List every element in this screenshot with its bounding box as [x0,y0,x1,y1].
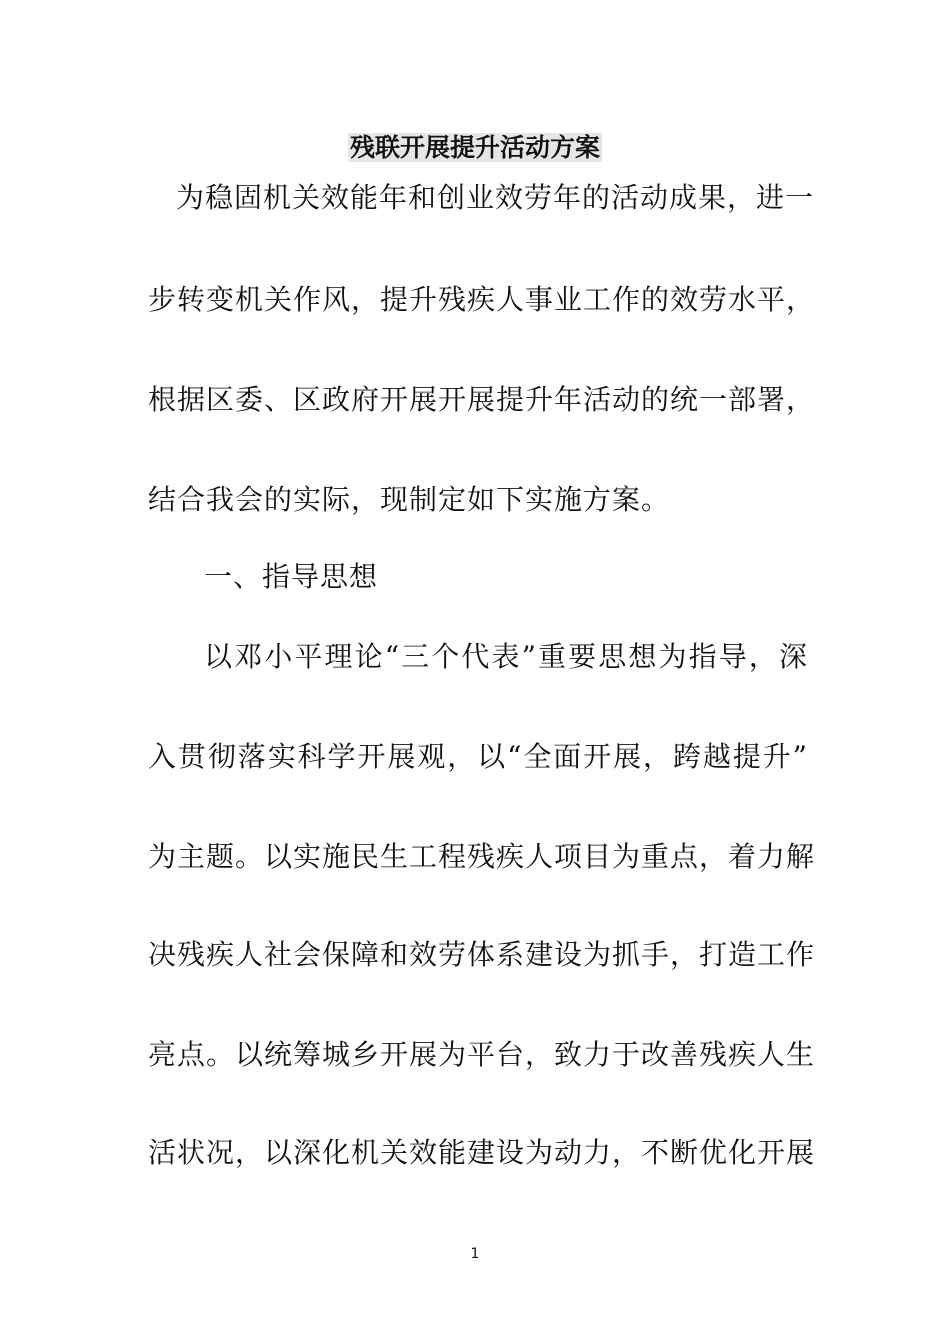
paragraph-line: 以邓小平理论“三个代表”重要思想为指导，深 [204,640,808,673]
paragraph-line: 为主题。以实施民生工程残疾人项目为重点，着力解 [148,840,816,873]
paragraph-line: 结合我会的实际，现制定如下实施方案。 [148,483,671,516]
section-heading: 一、指导思想 [204,560,379,593]
paragraph-line: 为稳固机关效能年和创业效劳年的活动成果，进一 [176,181,815,214]
paragraph-line: 决残疾人社会保障和效劳体系建设为抓手，打造工作 [148,938,816,971]
paragraph-line: 入贯彻落实科学开展观，以“全面开展，跨越提升” [148,740,808,773]
paragraph-line: 根据区委、区政府开展开展提升年活动的统一部署， [148,383,816,416]
page-number: 1 [470,1246,480,1262]
paragraph-line: 步转变机关作风，提升残疾人事业工作的效劳水平， [148,283,816,316]
paragraph-line: 活状况，以深化机关效能建设为动力，不断优化开展 [148,1136,816,1169]
document-title [0,128,950,168]
paragraph-line: 亮点。以统筹城乡开展为平台，致力于改善残疾人生 [148,1038,816,1071]
document-title-text: 残联开展提升活动方案 [349,133,600,162]
